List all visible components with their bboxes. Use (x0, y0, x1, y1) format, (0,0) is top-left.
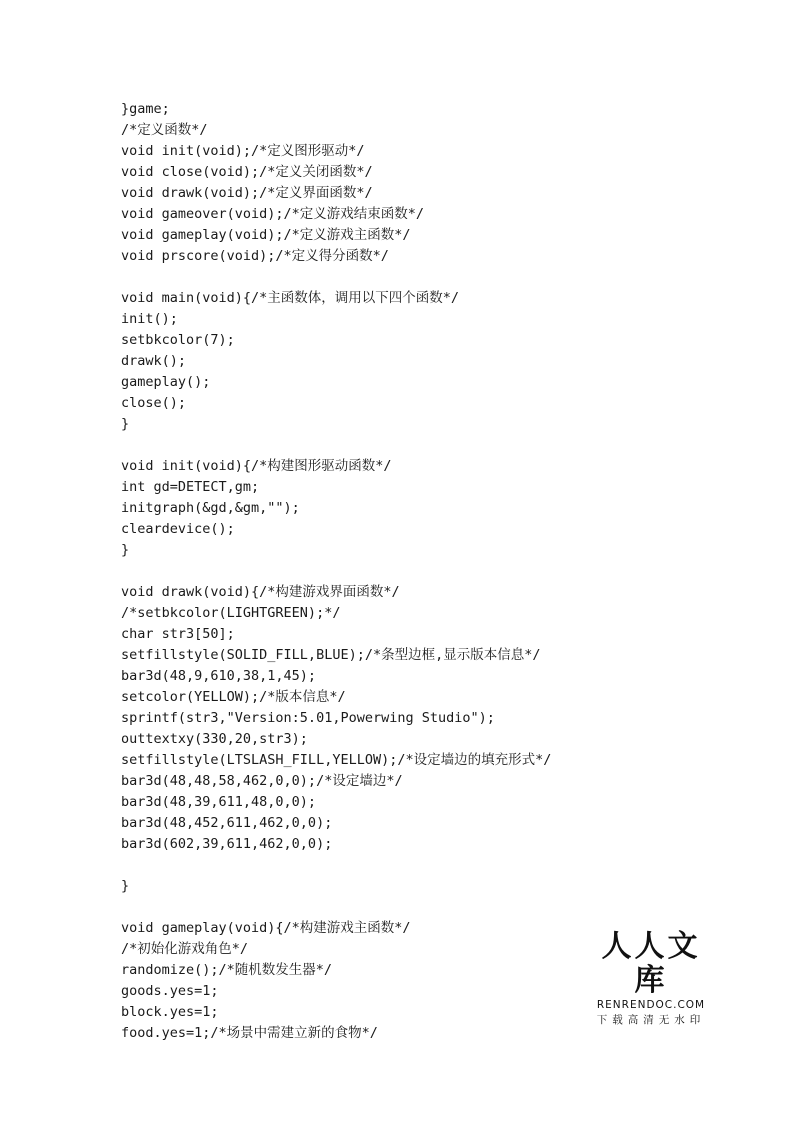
code-line: void gameplay(void);/*定义游戏主函数*/ (121, 227, 411, 243)
code-line: /*定义函数*/ (121, 122, 208, 138)
code-line (121, 561, 721, 582)
code-line: } (121, 542, 130, 558)
code-line: initgraph(&gd,&gm,""); (121, 500, 300, 516)
code-line: setfillstyle(SOLID_FILL,BLUE);/*条型边框,显示版本信息*/ (121, 647, 541, 663)
code-line: sprintf(str3,"Version:5.01,Powerwing Studio"); (121, 710, 495, 726)
code-line: close(); (121, 395, 187, 411)
watermark-logo (588, 930, 714, 1027)
code-listing (121, 99, 721, 1044)
code-line: setbkcolor(7); (121, 332, 235, 348)
code-line (121, 855, 721, 876)
code-line: int gd=DETECT,gm; (121, 479, 260, 495)
code-line: bar3d(48,39,611,48,0,0); (121, 794, 317, 810)
code-line: /*初始化游戏角色*/ (121, 941, 249, 957)
code-line: setfillstyle(LTSLASH_FILL,YELLOW);/*设定墙边的填充形式*/ (121, 752, 552, 768)
code-line: void init(void){/*构建图形驱动函数*/ (121, 458, 392, 474)
watermark-tagline: 下载高清无水印 (596, 1014, 706, 1026)
code-line: food.yes=1;/*场景中需建立新的食物*/ (121, 1025, 378, 1041)
code-line (121, 435, 721, 456)
code-line (121, 897, 721, 918)
code-line: setcolor(YELLOW);/*版本信息*/ (121, 689, 346, 705)
code-line: void close(void);/*定义关闭函数*/ (121, 164, 373, 180)
code-line: block.yes=1; (121, 1004, 219, 1020)
code-line: bar3d(48,9,610,38,1,45); (121, 668, 317, 684)
watermark-title: 人人文库 (601, 929, 701, 998)
code-line: }game; (121, 101, 170, 117)
watermark-url: RENRENDOC.COM (596, 999, 706, 1011)
code-line: init(); (121, 311, 178, 327)
code-line: void drawk(void);/*定义界面函数*/ (121, 185, 373, 201)
code-line: cleardevice(); (121, 521, 235, 537)
code-line: } (121, 878, 130, 894)
code-line: goods.yes=1; (121, 983, 219, 999)
code-line: void gameover(void);/*定义游戏结束函数*/ (121, 206, 425, 222)
code-line: drawk(); (121, 353, 187, 369)
code-line: randomize();/*随机数发生器*/ (121, 962, 333, 978)
code-line: bar3d(602,39,611,462,0,0); (121, 836, 333, 852)
code-line: outtextxy(330,20,str3); (121, 731, 308, 747)
code-line: } (121, 416, 130, 432)
code-line: void drawk(void){/*构建游戏界面函数*/ (121, 584, 400, 600)
code-line: void init(void);/*定义图形驱动*/ (121, 143, 365, 159)
code-line: void prscore(void);/*定义得分函数*/ (121, 248, 389, 264)
code-line: char str3[50]; (121, 626, 235, 642)
code-line: /*setbkcolor(LIGHTGREEN);*/ (121, 605, 341, 621)
code-line: void gameplay(void){/*构建游戏主函数*/ (121, 920, 411, 936)
code-line: void main(void){/*主函数体，调用以下四个函数*/ (121, 290, 460, 306)
code-line (121, 267, 721, 288)
code-line: gameplay(); (121, 374, 211, 390)
code-line: bar3d(48,452,611,462,0,0); (121, 815, 333, 831)
code-line: bar3d(48,48,58,462,0,0);/*设定墙边*/ (121, 773, 403, 789)
